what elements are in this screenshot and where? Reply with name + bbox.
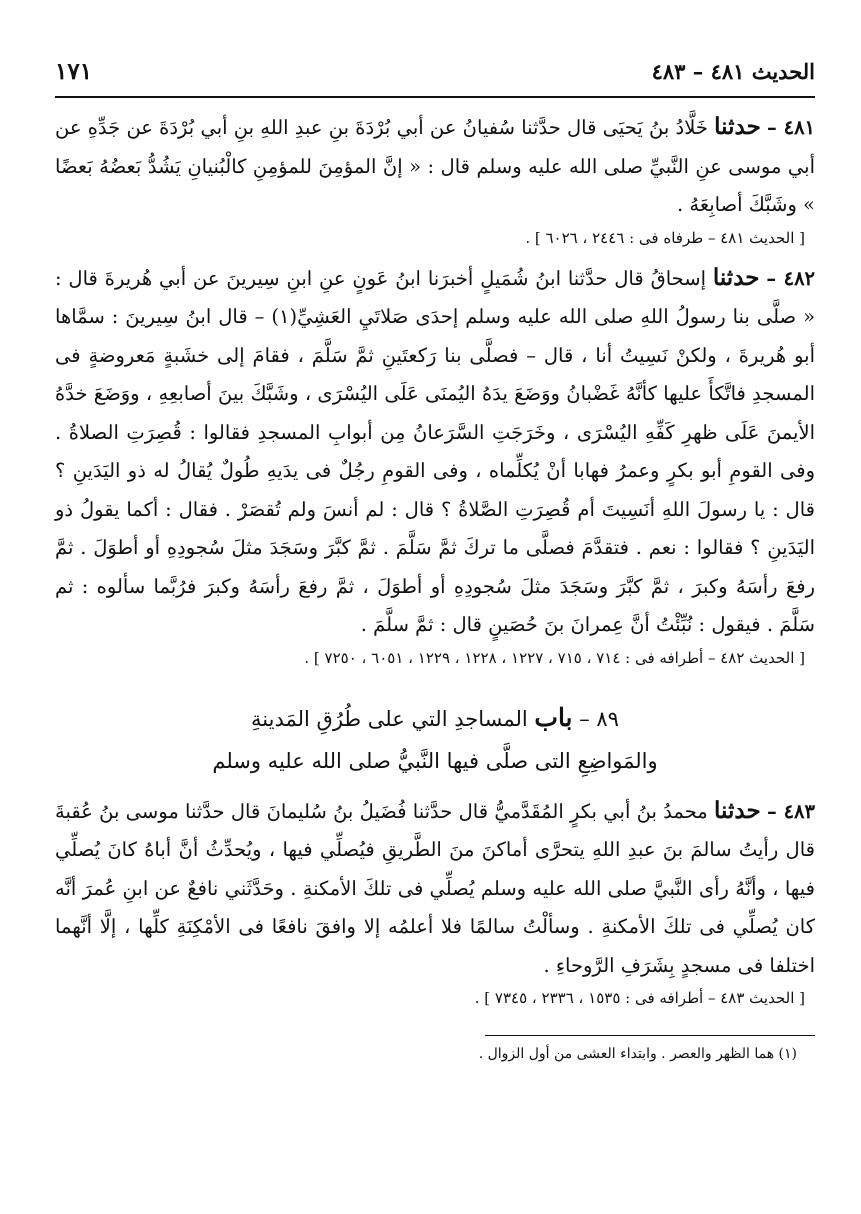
- hadith-482: [55, 259, 815, 645]
- footnote-separator: [485, 1035, 815, 1036]
- chapter-heading: [55, 697, 815, 782]
- chapter-title-line: [55, 697, 815, 740]
- chapter-subtitle: والمَواضِعِ التى صلَّى فيها النَّبيُّ صلى الله عليه وسلم: [212, 748, 658, 773]
- hadith-481: [55, 108, 815, 225]
- hadith-481-ref: [ الحديث ٤٨١ – طرفاه فى : ٢٤٤٦ ، ٦٠٢٦ ] .: [525, 228, 805, 247]
- haddathana-marker: حدثنا: [714, 113, 761, 140]
- hadith-text: خَلَّادُ بنُ يَحيَى قال حدَّثنا سُفيانُ عن أبي بُرْدَةَ بنِ عبدِ اللهِ بنِ أبي بُرْدَةَ عن جَدِّهِ عن أبي موسى عنِ النَّبيِّ صلى الله عليه وسلم قال : « إنَّ المؤمِنَ للمؤمِنِ كالْبُنيانِ يَشُدُّ بَعضُهُ بَعضًا » وشَبَّكَ أصابِعَهُ .: [55, 116, 815, 216]
- page: [55, 58, 815, 1062]
- haddathana-marker: حدثنا: [714, 796, 761, 824]
- chapter-title: المساجدِ التي على طُرُقِ المَدينةِ: [251, 706, 528, 731]
- hadith-483-ref: [ الحديث ٤٨٣ – أطرافه فى : ١٥٣٥ ، ٢٣٣٦ ، ٧٣٤٥ ] .: [474, 989, 805, 1007]
- running-title: الحديث ٤٨١ – ٤٨٣: [651, 59, 815, 84]
- hadith-482-ref: [ الحديث ٤٨٢ – أطرافه فى : ٧١٤ ، ٧١٥ ، ١٢٢٧ ، ١٢٢٨ ، ١٢٢٩ ، ٦٠٥١ ، ٧٢٥٠ ] .: [304, 648, 805, 667]
- hadith-number: ٤٨٢ –: [766, 266, 816, 290]
- hadith-number: ٤٨١ –: [767, 116, 816, 139]
- haddathana-marker: حدثنا: [712, 263, 760, 291]
- page-number: ١٧١: [55, 58, 93, 85]
- bab-marker: باب: [534, 702, 573, 732]
- hadith-483: [55, 792, 815, 986]
- hadith-text: إسحاقُ قال حدَّثنا ابنُ شُمَيلٍ أخبرَنا ابنُ عَونٍ عنِ ابنِ سِيرينَ عن أبي هُريرةَ قال : « صلَّى بنا رسولُ اللهِ صلى الله عليه وسلم إحدَى صَلاتَيِ العَشِيِّ(١) – قال ابنُ سِيرينَ : سمَّاها أبو هُريرةَ ، ولكنْ نَسِيتُ أنا ، قال – فصلَّى بنا رَكعتَينِ ثمَّ سَلَّمَ ، فقامَ إلى خشَبةٍ مَعروضةٍ فى المسجدِ فاتَّكأَ عليها كأنَّهُ غَضْبانُ ووَضَعَ يدَهُ اليُمنَى عَلَى اليُسْرَى ، وشَبَّكَ بينَ أصابعِهِ ، ووَضَعَ خدَّهُ الأيمنَ عَلَى ظهرِ كَفِّهِ اليُسْرَى ، وخَرَجَتِ السَّرَعانُ مِن أبوابِ المسجدِ فقالوا : قُصِرَتِ الصلاةُ . وفى القومِ أبو بكرٍ وعمرُ فهابا أنْ يُكلِّماه ، وفى القومِ رجُلٌ فى يدَيهِ طُولٌ يُقالُ له ذو اليَدَينِ ؟ قال : يا رسولَ اللهِ أنَسِيتَ أم قُصِرَتِ الصَّلاةُ ؟ قال : لم أنسَ ولم تُقصَرْ . فقال : أكما يقولُ ذو اليَدَينِ ؟ فقالوا : نعم . فتقدَّمَ فصلَّى ما تركَ ثمَّ سَلَّمَ . ثمَّ كبَّرَ وسَجَدَ مثلَ سُجودِهِ أو أطوَلَ . ثمَّ رفعَ رأسَهُ وكبرَ ، ثمَّ كبَّرَ وسَجَدَ مثلَ سُجودِهِ أو أطوَلَ ، ثمَّ رفعَ رأسَهُ وكبرَ فرُبَّما سألوه : ثم سَلَّمَ . فيقول : نُبِّئْتُ أنَّ عِمرانَ بنَ حُصَينٍ قال : ثمَّ سلَّمَ .: [55, 266, 816, 636]
- page-header: [55, 58, 815, 98]
- hadith-text: محمدُ بنُ أبي بكرٍ المُقَدَّميُّ قال حدَّثنا فُضَيلُ بنُ سُليمانَ قال حدَّثنا موسى بنُ عُقبةَ قال رأيتُ سالمَ بنَ عبدِ اللهِ يتحرَّى أماكنَ منَ الطَّريقِ فيُصلِّي فيها ، ويُحدِّثُ أنَّ أباهُ كانَ يُصلِّي فيها ، وأنَّهُ رأى النَّبيَّ صلى الله عليه وسلم يُصلِّي فى تلكَ الأمكنةِ . وحَدَّثَني نافعٌ عن ابنِ عُمرَ أنَّه كان يُصلِّي فى تلكَ الأمكنةِ . وسألْتُ سالمًا فلا أعلمُه إلا وافقَ نافعًا فى الأمْكِنَةِ كلِّها ، إلَّا أنَّهما اختلفا فى مسجدٍ بِشَرَفِ الرَّوحاءِ .: [55, 799, 815, 977]
- hadith-number: ٤٨٣ –: [766, 799, 815, 823]
- chapter-number: ٨٩ –: [579, 706, 619, 731]
- footnote: (١) هما الظهر والعصر . وابتداء العشى من أول الزوال .: [478, 1046, 797, 1062]
